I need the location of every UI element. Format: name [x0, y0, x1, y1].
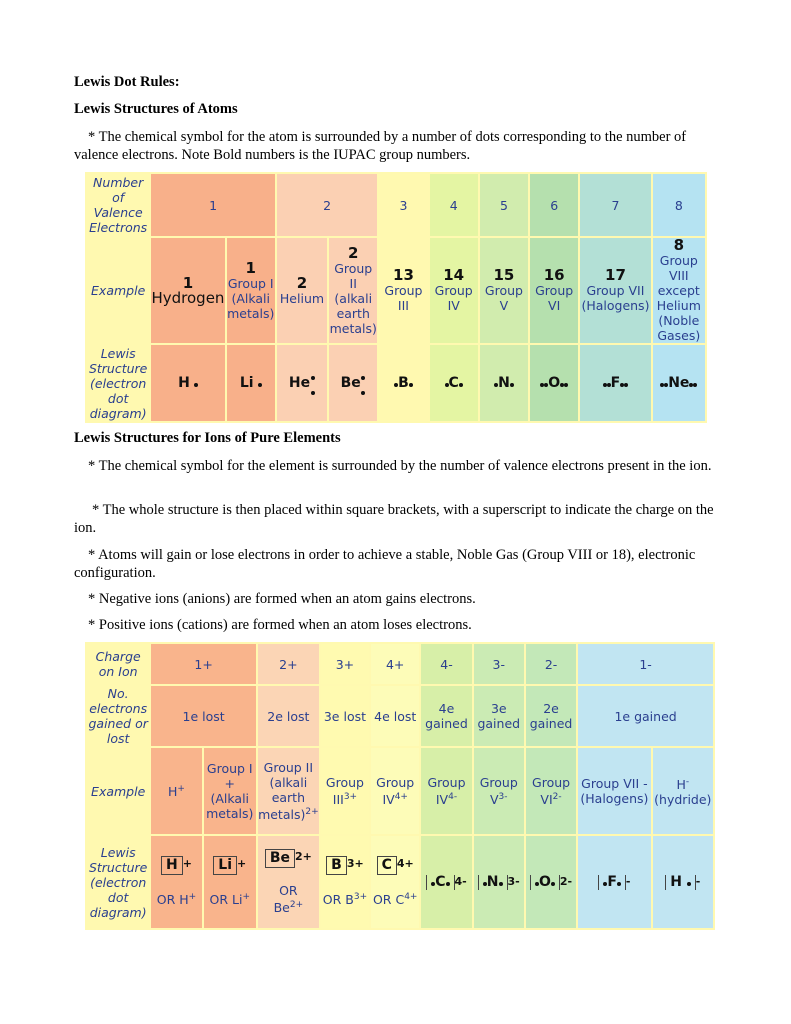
heading-ions: Lewis Structures for Ions of Pure Elements	[74, 430, 341, 446]
ion-table	[85, 642, 715, 930]
example-group-3: 13 Group III	[379, 238, 427, 343]
ion-lewis-h-plus: H + OR H+	[151, 836, 201, 928]
valence-4: 4	[430, 174, 478, 236]
charge-2plus: 2+	[258, 644, 319, 684]
ion-lewis-c-4minus: C 4-	[421, 836, 471, 928]
lewis-n: N	[480, 345, 528, 421]
row-label-lewis: Lewis Structure (electron dot diagram)	[88, 345, 148, 421]
lewis-f: F	[580, 345, 650, 421]
valence-6: 6	[530, 174, 578, 236]
ion-lewis-n-3minus: N 3-	[474, 836, 524, 928]
row-label-lewis2: Lewis Structure (electron dot diagram)	[87, 836, 149, 928]
row-label-example2: Example	[87, 748, 149, 834]
valence-8: 8	[653, 174, 705, 236]
example-group-5-ion: Group $V^{3-}$	[474, 748, 524, 834]
example-hydrogen: 1 Hydrogen	[151, 238, 224, 343]
example-group-5: 15 Group V	[480, 238, 528, 343]
example-group-6: 16 Group VI	[530, 238, 578, 343]
row-label-electrons: No. electrons gained or lost	[88, 686, 148, 746]
paragraph-atoms: * The chemical symbol for the atom is surrounded by a number of dots corresponding to the number of valence electrons. Note Bold numbers is the IUPAC group numbers.	[74, 129, 687, 163]
charge-1plus: 1+	[151, 644, 256, 684]
example-group-2-ion: Group II (alkali earth metals)$^{2+}$	[258, 748, 319, 834]
ion-lewis-o-2minus: O 2-	[526, 836, 576, 928]
ion-lewis-be-2plus: Be 2+ OR $Be^{2+}$	[258, 836, 319, 928]
charge-4plus: 4+	[371, 644, 419, 684]
valence-2: 2	[277, 174, 377, 236]
electrons-2-gained: 2e gained	[526, 686, 576, 746]
example-group-2: 2 Group II (alkali earth metals)	[329, 238, 377, 343]
ion-lewis-f-minus: F -	[578, 836, 650, 928]
electrons-1-lost: 1e lost	[151, 686, 256, 746]
electrons-1-gained: 1e gained	[578, 686, 713, 746]
electrons-4-gained: 4e gained	[421, 686, 471, 746]
valence-3: 3	[379, 174, 427, 236]
charge-3minus: 3-	[474, 644, 524, 684]
lewis-c: C	[430, 345, 478, 421]
example-group-4-minus: Group $IV^{4-}$	[421, 748, 471, 834]
example-h-plus: H+	[151, 748, 201, 834]
example-group-6-ion: Group $VI^{2-}$	[526, 748, 576, 834]
example-group-1: 1 Group I (Alkali metals)	[227, 238, 275, 343]
lewis-be: Be	[329, 345, 377, 421]
valence-table	[85, 172, 707, 423]
heading-lewis-structures-atoms: Lewis Structures of Atoms	[74, 101, 238, 117]
lewis-h: H	[151, 345, 224, 421]
heading-lewis-dot-rules: Lewis Dot Rules:	[74, 74, 180, 90]
electrons-2-lost: 2e lost	[258, 686, 319, 746]
lewis-o: O	[530, 345, 578, 421]
ion-lewis-c-4plus: C 4+ OR $C^{4+}$	[371, 836, 419, 928]
ion-lewis-li-plus: Li + OR Li+	[204, 836, 256, 928]
electrons-4-lost: 4e lost	[371, 686, 419, 746]
lewis-li: Li	[227, 345, 275, 421]
lewis-he: He	[277, 345, 327, 421]
paragraph-ions-4: * Negative ions (anions) are formed when an atom gains electrons.	[88, 591, 476, 607]
example-group-4: 14 Group IV	[430, 238, 478, 343]
example-group-3-ion: Group $III^{3+}$	[321, 748, 369, 834]
ion-lewis-hydride: H -	[653, 836, 713, 928]
charge-3plus: 3+	[321, 644, 369, 684]
example-group-4-plus: Group $IV^{4+}$	[371, 748, 419, 834]
charge-2minus: 2-	[526, 644, 576, 684]
electrons-3-gained: 3e gained	[474, 686, 524, 746]
lewis-ne: Ne	[653, 345, 705, 421]
paragraph-ions-3: * Atoms will gain or lose electrons in order to achieve a stable, Noble Gas (Group VIII or 18), electronic configuration.	[74, 547, 696, 581]
paragraph-ions-1: * The chemical symbol for the element is surrounded by the number of valence electrons present in the ion.	[88, 458, 712, 474]
charge-1minus: 1-	[578, 644, 713, 684]
example-group-8: 8 Group VIII except Helium (Noble Gases)	[653, 238, 705, 343]
paragraph-ions-5: * Positive ions (cations) are formed when an atom loses electrons.	[88, 617, 472, 633]
lewis-b: B	[379, 345, 427, 421]
valence-7: 7	[580, 174, 650, 236]
row-label-example: Example	[87, 238, 149, 343]
valence-5: 5	[480, 174, 528, 236]
charge-4minus: 4-	[421, 644, 471, 684]
electrons-3-lost: 3e lost	[321, 686, 369, 746]
row-label-valence: Number of Valence Electrons	[87, 174, 149, 236]
ion-lewis-b-3plus: B 3+ OR $B^{3+}$	[321, 836, 369, 928]
paragraph-ions-2: * The whole structure is then placed within square brackets, with a superscript to indicate the charge on the ion.	[74, 502, 714, 536]
example-hydride: H- (hydride)	[653, 748, 713, 834]
example-group-7-ion: Group VII - (Halogens)	[578, 748, 650, 834]
row-label-charge: Charge on Ion	[87, 644, 149, 684]
example-group-1-plus: Group I + (Alkali metals)	[204, 748, 256, 834]
example-helium: 2 Helium	[277, 238, 327, 343]
valence-1: 1	[151, 174, 275, 236]
example-group-7: 17 Group VII (Halogens)	[580, 238, 650, 343]
